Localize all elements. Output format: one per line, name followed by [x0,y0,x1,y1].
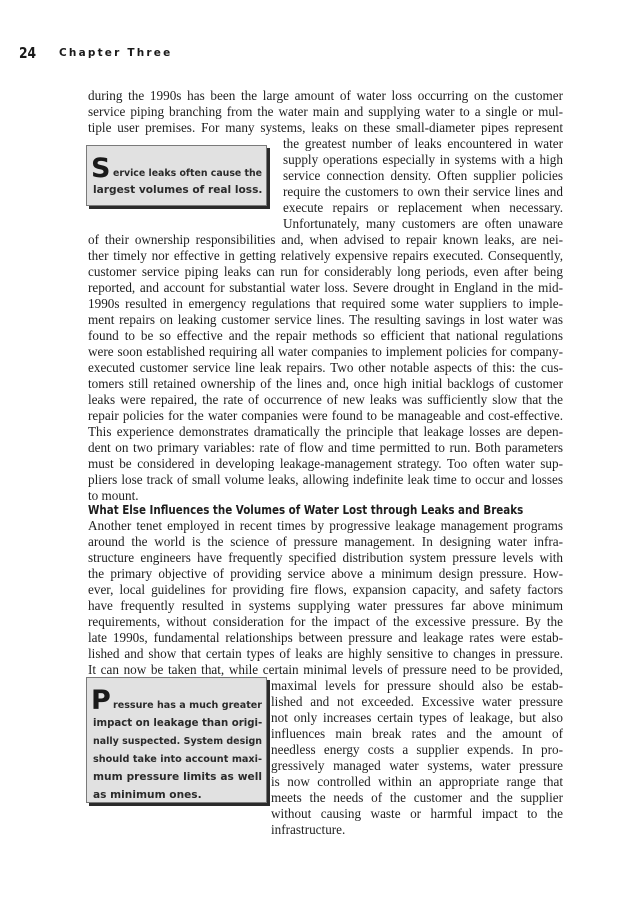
paragraph-line: This experience demonstrates dramatically the principle that leakage losses are depen- [88,424,563,439]
chapter-title: Chapter Three [59,47,173,59]
paragraph-line: repair policies for the water companies were found to be manageable and cost-effective. [88,408,563,423]
paragraph-line: without causing waste or harmful impact to the [271,806,563,821]
pull-quote-service-leaks [86,145,267,206]
paragraph-line: requirements, without consideration for the impact of the excessive pressure. By the [88,614,563,629]
paragraph-line: maximal levels for pressure should also be estab- [271,678,563,693]
pull-quote-line: mum pressure limits as well [93,771,262,783]
paragraph-line: late 1990s, fundamental relationships between pressure and leakage rates were estab- [88,630,563,645]
paragraph-line: 1990s resulted in emergency regulations that required some water suppliers to imple- [88,296,563,311]
paragraph-line: Unfortunately, many customers are often unaware [283,216,563,231]
pull-quote-line: ressure has a much greater [113,700,262,711]
paragraph-line: It can now be taken that, while certain minimal levels of pressure need to be provided, [88,662,563,677]
section-heading-text: What Else Influences the Volumes of Water Lost through Leaks and Breaks [88,503,524,517]
paragraph-line: structure engineers have frequently specified distribution system pressure levels with [88,550,563,565]
paragraph-line: were soon established requiring all water companies to implement policies for company- [88,344,563,359]
paragraph-line: pliers lose track of small volume leaks, allowing indefinite leak time to occur and losses [88,472,563,487]
paragraph-line: ever, local guidelines for providing fire flows, expansion capacity, and safety factors [88,582,563,597]
pull-quote-line: impact on leakage than origi- [93,718,263,729]
paragraph-line: require the customers to own their service lines and [283,184,563,199]
paragraph-line: leaks were repaired, the rate of occurrence of new leaks was sufficiently slow that the [88,392,563,407]
paragraph-line: during the 1990s has been the large amount of water loss occurring on the customer [88,88,563,103]
section-heading [88,502,563,518]
paragraph-line: lished and not exceeded. Excessive water pressure [271,694,563,709]
page-number: 24 [19,44,37,62]
pull-quote-line: should take into account maxi- [93,754,262,765]
paragraph-line: found to be so effective and the repair methods so efficient that national regulations [88,328,563,343]
paragraph-line: executed customer service line leak repairs. Two other notable aspects of this: the cus- [88,360,563,375]
paragraph-line: the primary objective of providing service above a minimum design pressure. How- [88,566,563,581]
pull-quote-line: largest volumes of real loss. [93,184,263,196]
pull-quote-line: ervice leaks often cause the [113,168,263,179]
paragraph-line: needless energy costs a supplier expends. In pro- [271,742,563,757]
paragraph-line: meets the needs of the customer and the supplier [271,790,563,805]
paragraph-line: service piping branching from the water main and supplying water to a single or mul- [88,104,563,119]
paragraph-line: must be considered in developing leakage-management strategy. Too often water sup- [88,456,563,471]
paragraph-line: lished and show that certain types of leaks are highly sensitive to changes in pressure. [88,646,563,661]
paragraph-line: not only increases certain types of leakage, but also [271,710,563,725]
paragraph-line: have frequently resulted in systems supplying water pressures far above minimum [88,598,563,613]
running-header [19,44,173,64]
drop-cap: S [91,153,111,184]
paragraph-line: around the world is the science of pressure management. In designing water infra- [88,534,563,549]
paragraph-line: service connection density. Often supplier policies [283,168,563,183]
paragraph-line: ther timely nor effective in getting relatively expensive repairs executed. Consequently, [88,248,563,263]
paragraph-line: tomers still retained ownership of the lines and, once high initial backlogs of customer [88,376,563,391]
paragraph-line: to mount. [88,488,139,503]
paragraph-line: tiple user premises. For many systems, leaks on these small-diameter pipes represent [88,120,563,135]
paragraph-line: infrastructure. [271,822,346,837]
paragraph-line: ment repairs on leaking customer service lines. The resulting savings in lost water was [88,312,563,327]
paragraph-line: the greatest number of leaks encountered in water [283,136,563,151]
paragraph-line: influences main break rates and the amount of [271,726,563,741]
paragraph-line: gressively managed water systems, water pressure [271,758,563,773]
pull-quote-line: as minimum ones. [93,789,202,801]
paragraph-line: Another tenet employed in recent times by progressive leakage management programs [88,518,563,533]
paragraph-line: supply operations especially in systems with a high [283,152,563,167]
paragraph-line: is now controlled within an appropriate range that [271,774,563,789]
paragraph-line: reported, and account for substantial water loss. Severe drought in England in the mid- [88,280,563,295]
pull-quote-pressure [86,677,267,803]
paragraph-line: execute repairs or replacement when necessary. [283,200,563,215]
drop-cap: P [91,685,111,716]
paragraph-line: of their ownership responsibilities and, when advised to repair known leaks, are nei- [88,232,563,247]
paragraph-line: customer service piping leaks can run for considerably long periods, even after being [88,264,563,279]
pull-quote-line: nally suspected. System design [93,736,262,747]
paragraph-line: dent on two primary variables: rate of flow and time permitted to run. Both parameters [88,440,563,455]
